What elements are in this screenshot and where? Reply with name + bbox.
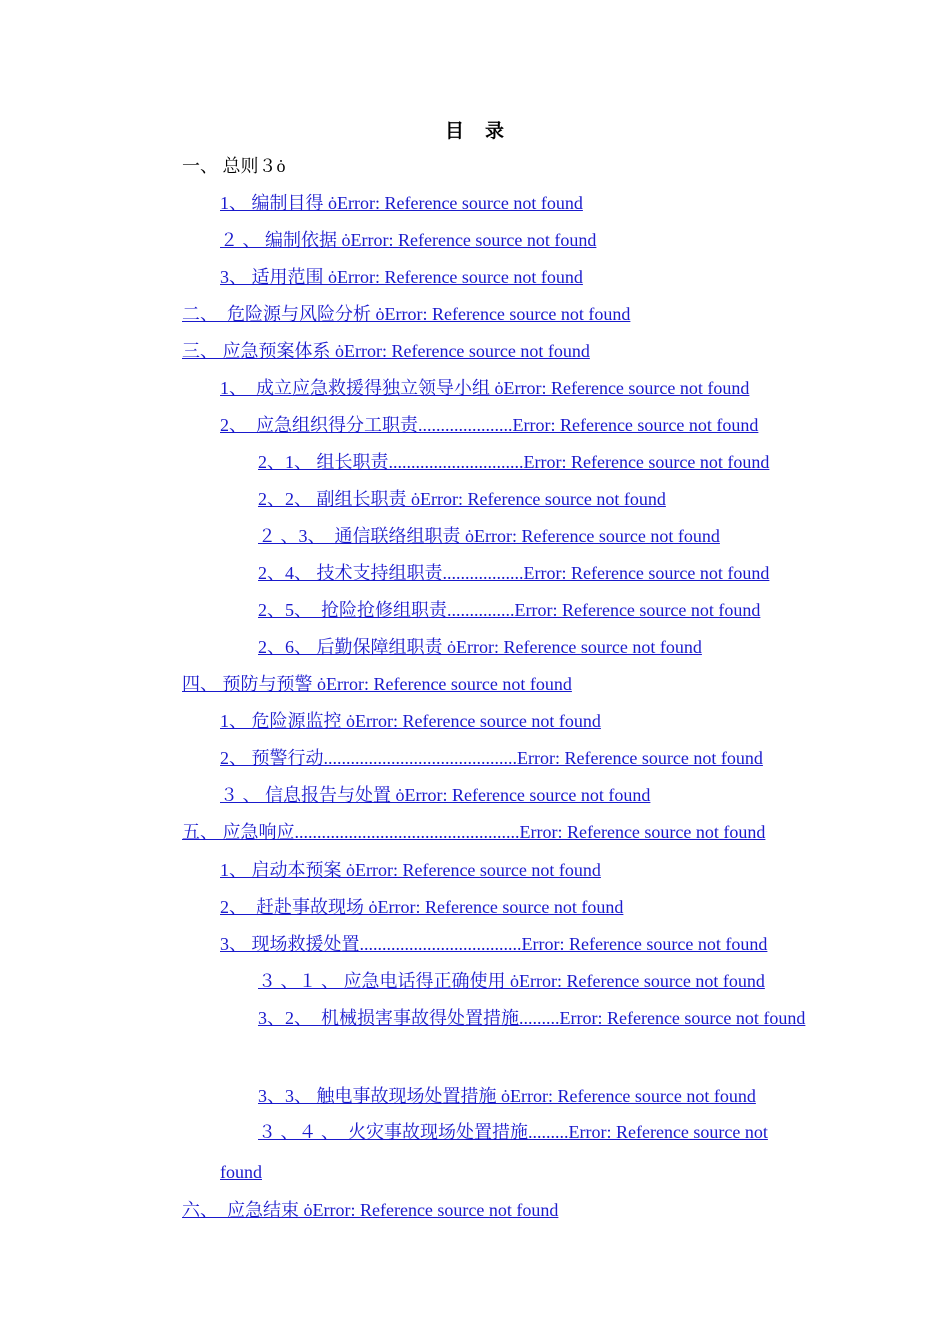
toc-entry[interactable] [220, 710, 601, 732]
toc-entry[interactable] [182, 340, 590, 362]
toc-entry [182, 155, 286, 177]
toc-entry[interactable] [220, 784, 650, 806]
toc-entry[interactable] [258, 562, 769, 584]
toc-entry[interactable] [220, 933, 767, 955]
toc-link[interactable]: 2、6、 后勤保障组职责 ȯError: Reference source not found [258, 637, 702, 657]
toc-link[interactable]: ２ 、3、 通信联络组职责 ȯError: Reference source not found [258, 526, 720, 546]
toc-link[interactable]: 2、5、 抢险抢修组职责...............Error: Reference source not found [258, 600, 761, 620]
toc-link[interactable]: 三、 应急预案体系 ȯError: Reference source not found [182, 341, 590, 361]
toc-link[interactable]: 2、4、 技术支持组职责..................Error: Reference source not found [258, 563, 770, 583]
toc-link[interactable]: 1、 启动本预案 ȯError: Reference source not found [220, 860, 601, 880]
toc-link[interactable]: 四、 预防与预警 ȯError: Reference source not found [182, 674, 572, 694]
toc-link[interactable]: 六、 应急结束 ȯError: Reference source not found [182, 1200, 559, 1220]
toc-link[interactable]: 2、 预警行动...........................................Error: Reference source not found [220, 748, 763, 768]
toc-entry[interactable] [220, 229, 596, 251]
toc-entry[interactable] [220, 998, 806, 1038]
toc-link[interactable]: 3、3、 触电事故现场处置措施 ȯError: Reference source not found [258, 1086, 756, 1106]
toc-entry[interactable] [258, 451, 769, 473]
toc-link[interactable]: 2、 赶赴事故现场 ȯError: Reference source not found [220, 897, 624, 917]
toc-link[interactable]: ３ 、１ 、 应急电话得正确使用 ȯError: Reference source not found [258, 971, 765, 991]
toc-link[interactable]: 1、 危险源监控 ȯError: Reference source not found [220, 711, 601, 731]
toc-entry[interactable] [182, 673, 572, 695]
toc-entry[interactable] [182, 303, 630, 325]
toc-entry-text: 一、 总则３ȯ [182, 156, 286, 176]
toc-entry[interactable] [258, 970, 765, 992]
toc-entry[interactable] [258, 525, 720, 547]
toc-entry[interactable] [220, 266, 583, 288]
toc-link[interactable]: 2、2、 副组长职责 ȯError: Reference source not found [258, 489, 666, 509]
toc-title: 目 录 [444, 121, 505, 142]
toc-link[interactable]: 二、 危险源与风险分析 ȯError: Reference source not found [182, 304, 631, 324]
toc-entry[interactable] [220, 192, 583, 214]
toc-entry[interactable] [182, 821, 765, 843]
toc-link[interactable]: ３ 、 信息报告与处置 ȯError: Reference source not found [220, 785, 651, 805]
toc-link[interactable]: 3、 适用范围 ȯError: Reference source not found [220, 267, 583, 287]
toc-entry[interactable] [220, 377, 749, 399]
toc-entry[interactable] [182, 1199, 558, 1221]
toc-entry[interactable] [220, 414, 758, 436]
toc-entry[interactable] [220, 859, 601, 881]
toc-link[interactable]: 2、1、 组长职责..............................Error: Reference source not found [258, 452, 770, 472]
toc-link[interactable]: 五、 应急响应..................................................Error: Reference source not found [182, 822, 766, 842]
toc-link[interactable]: 3、 现场救援处置....................................Error: Reference source not found [220, 934, 768, 954]
toc-link[interactable]: 1、 编制目得 ȯError: Reference source not found [220, 193, 583, 213]
toc-link[interactable]: ３ 、４ 、 火灾事故现场处置措施.........Error: Reference source not found [220, 1122, 768, 1182]
toc-entry[interactable] [220, 747, 763, 769]
toc-entry[interactable] [220, 1112, 806, 1192]
toc-link[interactable]: 3、2、 机械损害事故得处置措施.........Error: Reference source not found [258, 1008, 806, 1028]
toc-entry[interactable] [220, 896, 623, 918]
toc-link[interactable]: 1、 成立应急救援得独立领导小组 ȯError: Reference source not found [220, 378, 750, 398]
toc-entry[interactable] [258, 599, 760, 621]
toc-link[interactable]: 2、 应急组织得分工职责.....................Error: Reference source not found [220, 415, 759, 435]
toc-entry[interactable] [258, 1085, 756, 1107]
toc-entry[interactable] [258, 636, 702, 658]
toc-entry[interactable] [258, 488, 666, 510]
toc-link[interactable]: ２ 、 编制依据 ȯError: Reference source not found [220, 230, 597, 250]
